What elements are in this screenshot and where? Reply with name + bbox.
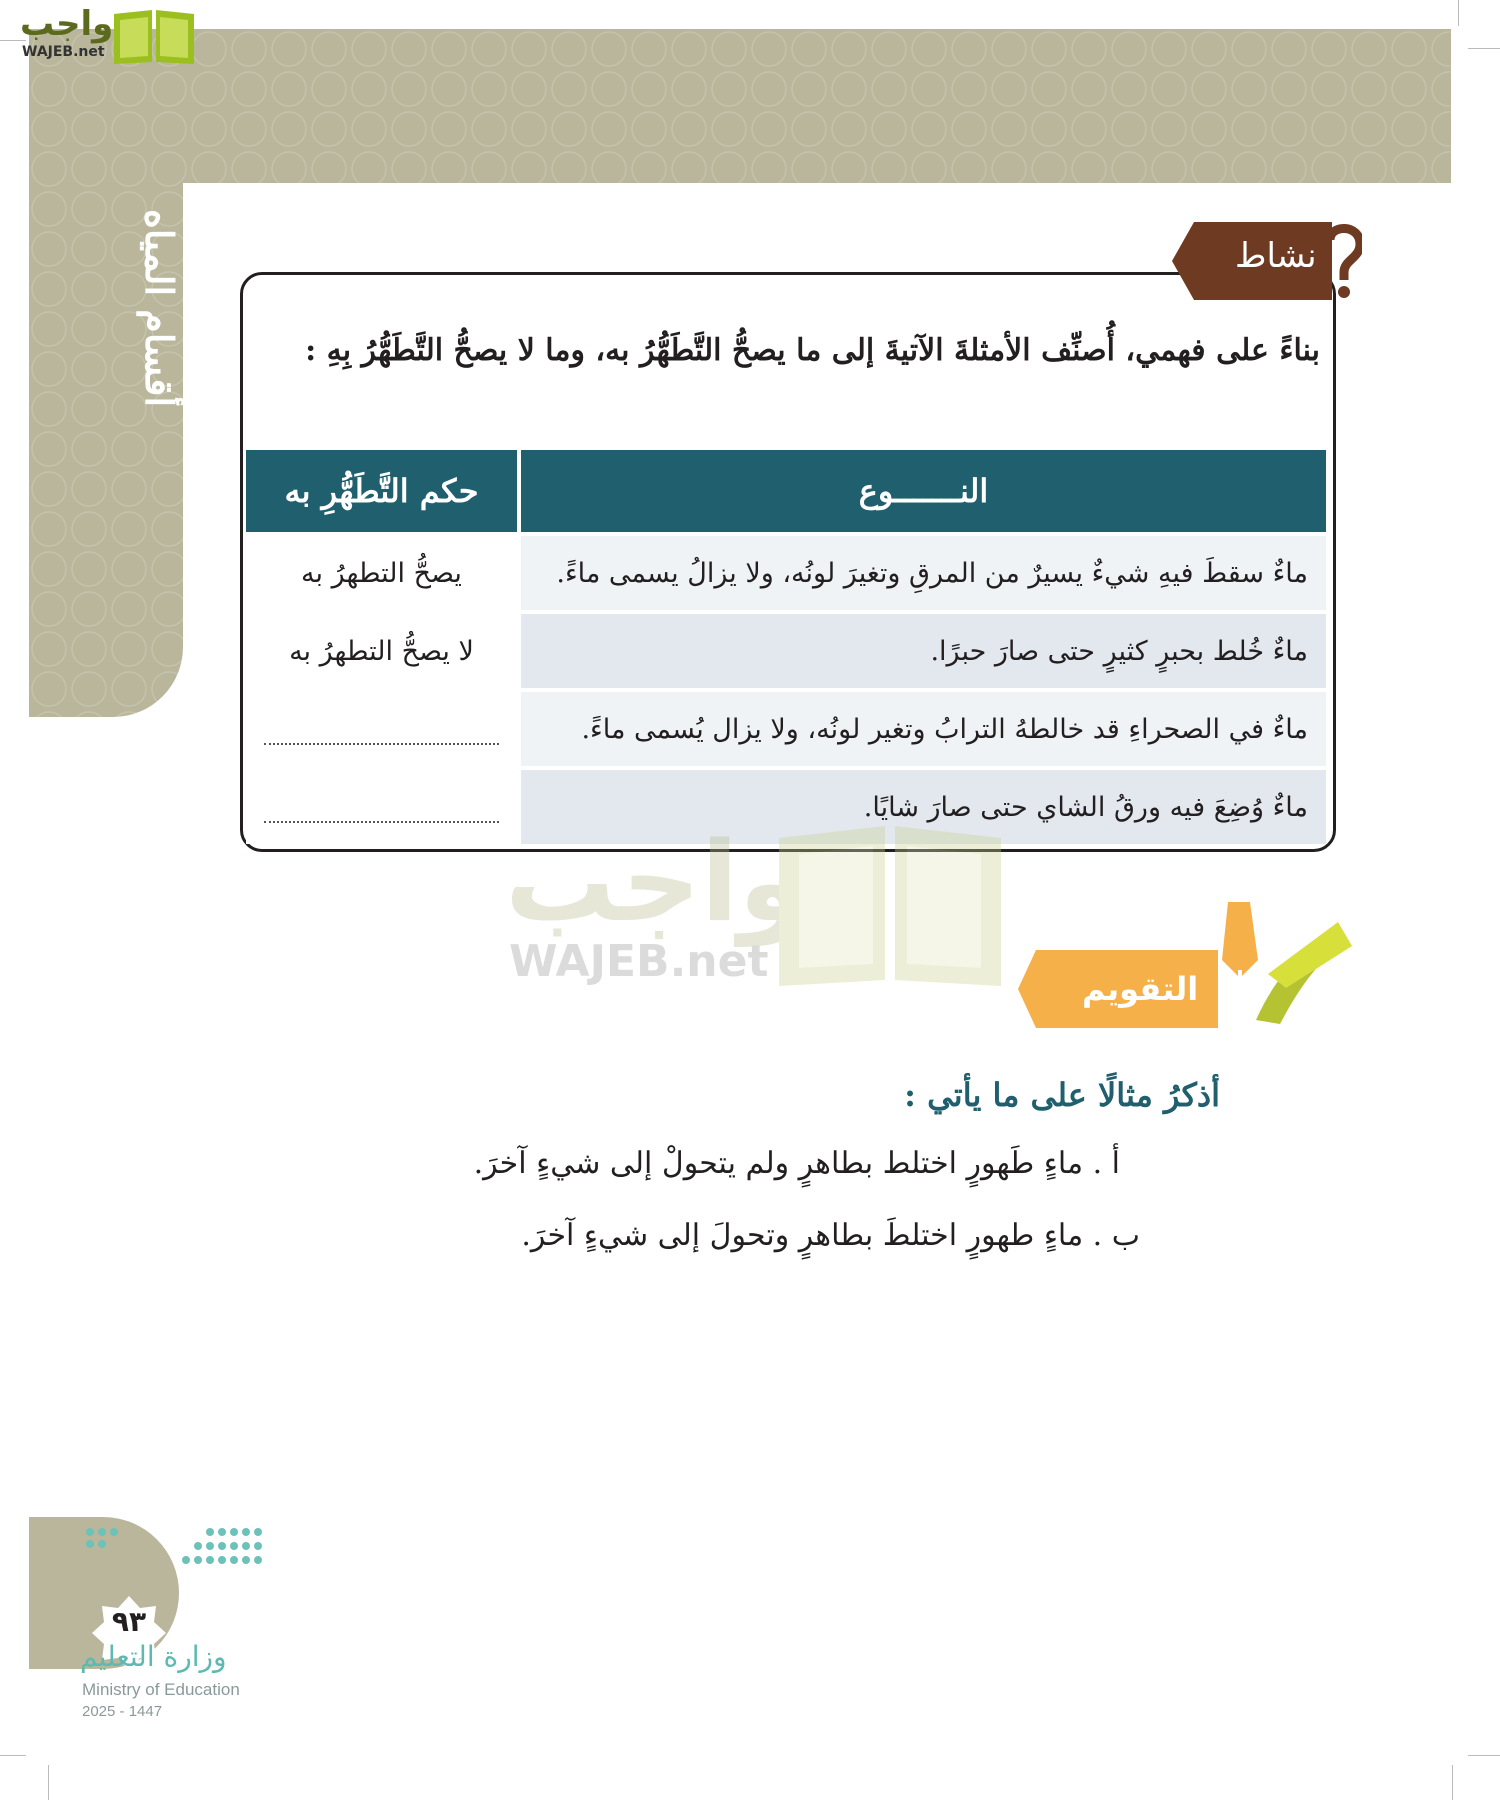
crop-mark (1468, 1755, 1500, 1756)
watermark (505, 818, 1005, 998)
row-item: ماءٌ في الصحراءِ قد خالطهُ الترابُ وتغير لونُه، ولا يزال يُسمى ماءً. (517, 688, 1326, 766)
answer-line (264, 801, 499, 823)
ministry-dots-icon (80, 1522, 270, 1592)
activity-prompt: بناءً على فهمي، أُصنِّف الأمثلةَ الآتيةَ إلى ما يصحُّ التَّطَهُّرُ به، وما لا يصحُّ التَّطَهُّرُ بِهِ : (305, 333, 1320, 368)
classification-table (246, 450, 1326, 844)
row-item: ماءٌ خُلط بحبرٍ كثيرٍ حتى صارَ حبرًا. (517, 610, 1326, 688)
header-ruling: حكم التَّطَهُّرِ به (246, 450, 517, 532)
row-ruling: لا يصحُّ التطهرُ به (246, 610, 517, 688)
table-row (246, 688, 1326, 766)
ministry-year: 2025 - 1447 (82, 1703, 163, 1720)
table-row (246, 532, 1326, 610)
header-band (29, 29, 1451, 183)
ministry-name-arabic: وزارة التعليم (80, 1640, 227, 1673)
watermark-arabic: واجب (505, 818, 807, 946)
evaluation-item-a: أ . ماءٍ طَهورٍ اختلط بطاهرٍ ولم يتحولْ إلى شيءٍ آخرَ. (473, 1146, 1120, 1181)
logo-arabic-text: واجب (20, 4, 114, 44)
crop-mark (48, 1765, 49, 1800)
row-ruling-blank[interactable] (246, 688, 517, 766)
crop-mark (0, 1755, 26, 1756)
logo-latin-text: WAJEB.net (22, 44, 105, 60)
ministry-name-english: Ministry of Education (82, 1680, 240, 1699)
chapter-title: أقسام المياه (137, 208, 182, 407)
evaluation-item-b: ب . ماءٍ طهورٍ اختلطَ بطاهرٍ وتحولَ إلى شيءٍ آخرَ. (521, 1218, 1140, 1253)
crop-mark (1468, 48, 1500, 49)
crop-mark (1458, 0, 1459, 26)
row-ruling: يصحُّ التطهرُ به (246, 532, 517, 610)
evaluation-label: التقويم (1082, 970, 1199, 1008)
row-ruling-blank[interactable] (246, 766, 517, 844)
evaluation-heading: أذكرُ مثالًا على ما يأتي : (904, 1076, 1220, 1114)
table-header-row (246, 450, 1326, 532)
evaluation-badge-shape (1018, 900, 1358, 1030)
crop-mark (1452, 1765, 1453, 1800)
answer-line (264, 723, 499, 745)
page-number: ٩٣ (111, 1605, 147, 1638)
table-row (246, 610, 1326, 688)
header-type: النـــــــوع (517, 450, 1326, 532)
row-item: ماءٌ وُضِعَ فيه ورقُ الشاي حتى صارَ شايًا. (517, 766, 1326, 844)
wajeb-logo[interactable] (10, 4, 190, 66)
watermark-book-icon (775, 818, 1005, 988)
watermark-latin: WAJEB.net (509, 936, 769, 987)
row-item: ماءٌ سقطَ فيهِ شيءٌ يسيرٌ من المرقِ وتغيرَ لونُه، ولا يزالُ يسمى ماءً. (517, 532, 1326, 610)
activity-label: نشاط (1235, 236, 1317, 276)
book-icon (110, 6, 198, 66)
